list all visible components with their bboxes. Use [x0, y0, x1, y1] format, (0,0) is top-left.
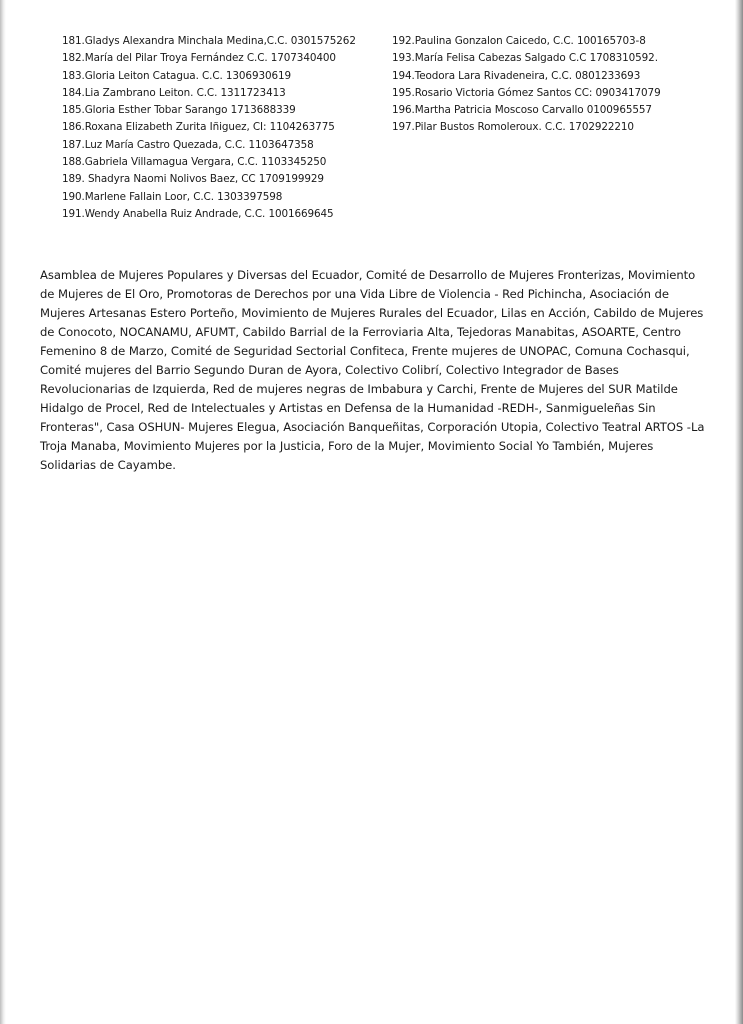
page-right-edge-shadow: [735, 0, 743, 1024]
signer-entry: 195.Rosario Victoria Gómez Santos CC: 0903417079: [392, 86, 661, 99]
signer-entry: 190.Marlene Fallain Loor, C.C. 1303397598: [62, 190, 283, 203]
signers-column-left: [62, 33, 382, 223]
signer-entry: 186.Roxana Elizabeth Zurita Iñiguez, CI: 1104263775: [62, 121, 335, 134]
signers-column-right: [392, 33, 692, 137]
signer-entry: 182.María del Pilar Troya Fernández C.C. 1707340400: [62, 52, 336, 65]
signer-entry: 183.Gloria Leiton Catagua. C.C. 1306930619: [62, 69, 292, 82]
signer-entry: 188.Gabriela Villamagua Vergara, C.C. 1103345250: [62, 156, 327, 169]
signer-entry: 194.Teodora Lara Rivadeneira, C.C. 0801233693: [392, 69, 641, 82]
signer-entry: 181.Gladys Alexandra Minchala Medina,C.C. 0301575262: [62, 35, 356, 47]
signer-entry: 185.Gloria Esther Tobar Sarango 1713688339: [62, 104, 296, 117]
signer-entry: 187.Luz María Castro Quezada, C.C. 1103647358: [62, 138, 314, 151]
signer-entry: 191.Wendy Anabella Ruiz Andrade, C.C. 1001669645: [62, 207, 334, 220]
signer-entry: 184.Lia Zambrano Leiton. C.C. 1311723413: [62, 86, 286, 99]
signer-entry: 192.Paulina Gonzalon Caicedo, C.C. 100165703-8: [392, 35, 646, 47]
signer-entry: 193.María Felisa Cabezas Salgado C.C 1708310592.: [392, 52, 658, 65]
signer-entry: 197.Pilar Bustos Romoleroux. C.C. 1702922210: [392, 121, 634, 134]
signer-entry: 189. Shadyra Naomi Nolivos Baez, CC 1709199929: [62, 173, 324, 186]
signer-entry: 196.Martha Patricia Moscoso Carvallo 0100965557: [392, 104, 652, 117]
organizations-paragraph: Asamblea de Mujeres Populares y Diversas del Ecuador, Comité de Desarrollo de Mujeres Fronterizas, Movimiento de Mujeres de El Oro, Promotoras de Derechos por una Vida Libre de Violencia - Red Pichincha, Asociación de Mujeres Artesanas Estero Porteño, Movimiento de Mujeres Rurales del Ecuador, Lilas en Acción, Cabildo de Mujeres de Conocoto, NOCANAMU, AFUMT, Cabildo Barrial de la Ferroviaria Alta, Tejedoras Manabitas, ASOARTE, Centro Femenino 8 de Marzo, Comité de Seguridad Sectorial Confiteca, Frente mujeres de UNOPAC, Comuna Cochasqui, Comité mujeres del Barrio Segundo Duran de Ayora, Colectivo Colibrí, Colectivo Integrador de Bases Revolucionarias de Izquierda, Red de mujeres negras de Imbabura y Carchi, Frente de Mujeres del SUR Matilde Hidalgo de Procel, Red de Intelectuales y Artistas en Defensa de la Humanidad -REDH-, Sanmigueleñas Sin Fronteras", Casa OSHUN- Mujeres Elegua, Asociación Banqueñitas, Corporación Utopia, Colectivo Teatral ARTOS -La Troja Manaba, Movimiento Mujeres por la Justicia, Foro de la Mujer, Movimiento Social Yo También, Mujeres Solidarias de Cayambe.: [40, 267, 705, 472]
page-left-edge-shadow: [0, 0, 6, 1024]
